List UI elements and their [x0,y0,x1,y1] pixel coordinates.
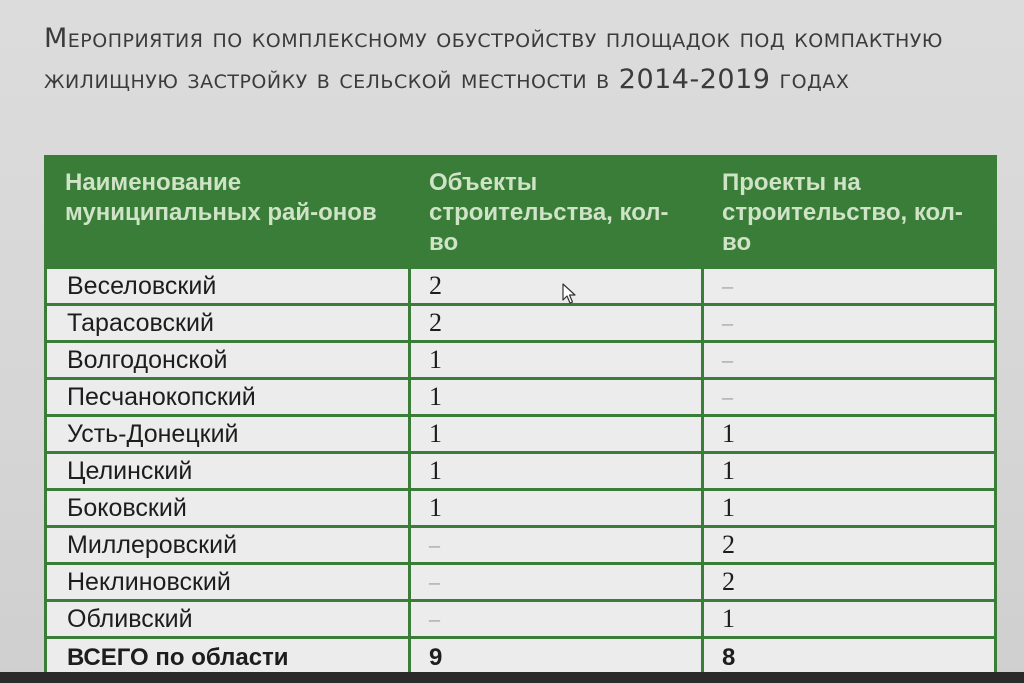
cell-district: Обливский [46,601,410,638]
cell-projects: 1 [703,453,996,490]
total-projects: 8 [703,638,996,678]
cell-district: Миллеровский [46,527,410,564]
cell-projects: 2 [703,527,996,564]
table-row [46,453,996,490]
cell-objects: – [410,527,703,564]
cell-district: Неклиновский [46,564,410,601]
cell-projects: 1 [703,601,996,638]
table-header-row [46,157,996,268]
cell-projects: – [703,379,996,416]
header-projects: Проекты на строительство, кол-во [703,157,996,268]
cell-objects: 1 [410,453,703,490]
cell-district: Тарасовский [46,305,410,342]
cell-objects: 2 [410,268,703,305]
table-row [46,379,996,416]
page-title: Мероприятия по комплексному обустройству площадок под компактную жилищную застройку в сельской местности в 2014-2019 годах [44,23,943,95]
cell-objects: 1 [410,416,703,453]
header-objects: Объекты строительства, кол-во [410,157,703,268]
cell-projects: – [703,268,996,305]
cell-district: Боковский [46,490,410,527]
cell-projects: 1 [703,416,996,453]
table-row [46,416,996,453]
monitor-bezel [0,672,1024,683]
cell-projects: 1 [703,490,996,527]
cell-objects: 1 [410,342,703,379]
data-table-container [44,155,994,671]
cell-district: Веселовский [46,268,410,305]
cell-district: Целинский [46,453,410,490]
total-label: ВСЕГО по области [46,638,410,678]
cell-objects: – [410,564,703,601]
cell-projects: 2 [703,564,996,601]
table-row [46,305,996,342]
cell-objects: – [410,601,703,638]
cell-projects: – [703,342,996,379]
cell-projects: – [703,305,996,342]
table-row [46,601,996,638]
total-objects: 9 [410,638,703,678]
data-table [44,155,997,679]
table-row [46,342,996,379]
table-row [46,268,996,305]
table-row [46,564,996,601]
table-row [46,527,996,564]
cell-district: Усть-Донецкий [46,416,410,453]
cell-district: Песчанокопский [46,379,410,416]
header-district: Наименование муниципальных рай-онов [46,157,410,268]
cell-district: Волгодонской [46,342,410,379]
cell-objects: 1 [410,490,703,527]
arrow-cursor-icon [562,283,576,305]
cell-objects: 2 [410,305,703,342]
cell-objects: 1 [410,379,703,416]
table-row [46,490,996,527]
